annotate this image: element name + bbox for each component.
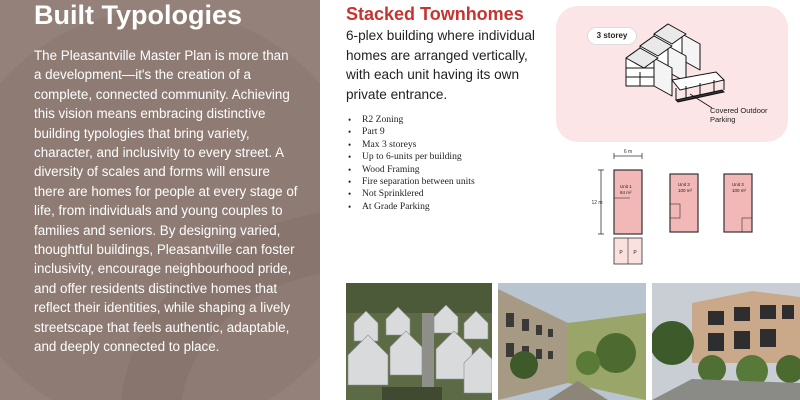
- photo-aerial-rooftops: [346, 283, 492, 400]
- feature-item: • Part 9: [346, 126, 475, 138]
- section-heading: Built Typologies: [34, 0, 242, 30]
- feature-item: • Fire separation between units: [346, 176, 475, 188]
- unit-1-name: Unit 1: [620, 184, 632, 189]
- typology-description: 6-plex building where individual homes are arranged vertically, with each unit having its own private entrance.: [346, 28, 535, 102]
- unit-3-name: Unit 3: [732, 182, 744, 187]
- unit-2-area: 100 m²: [678, 188, 693, 193]
- unit-2-name: Unit 3: [678, 182, 690, 187]
- feature-item: • Max 3 storeys: [346, 139, 475, 151]
- typology-title: Stacked Townhomes: [346, 4, 524, 24]
- storey-badge: 3 storey: [588, 28, 636, 44]
- depth-dimension: 12 m: [591, 200, 603, 206]
- parking-label: P: [633, 250, 637, 256]
- covered-parking-label: Covered Outdoor Parking: [710, 106, 768, 124]
- photo-brick-street: [498, 283, 646, 400]
- parking-label: P: [619, 250, 623, 256]
- unit-3-area: 100 m²: [732, 188, 747, 193]
- feature-list: [346, 114, 475, 213]
- unit-1-area: 84 m²: [620, 190, 632, 195]
- feature-item: • Up to 6-units per building: [346, 151, 475, 163]
- intro-paragraph: The Pleasantville Master Plan is more than a development—it's the creation of a complete, connected community. Achieving this vision means embracing distinctive building typologies that bring variety, character, and inclusivity to every street. A diversity of scales and forms will ensure there are homes for people at every stage of life, from individuals and young couples to families and seniors. By designing varied, thoughtful buildings, Pleasantville can foster inclusivity, encourage neighbourhood pride, and offer residents distinctive homes that reflect their identities, while shaping a lively streetscape that feels authentic, adaptable, and deeply connected to place.: [34, 48, 298, 355]
- floor-plan-drawing: [586, 148, 766, 270]
- feature-item: • Not Sprinklered: [346, 188, 475, 200]
- width-dimension: 6 m: [623, 149, 633, 155]
- feature-item: • Wood Framing: [346, 164, 475, 176]
- intro-panel: [0, 0, 320, 400]
- isometric-building-drawing: [620, 20, 730, 115]
- photo-modern-townhomes: [652, 283, 800, 400]
- feature-item: • At Grade Parking: [346, 201, 475, 213]
- feature-item: • R2 Zoning: [346, 114, 475, 126]
